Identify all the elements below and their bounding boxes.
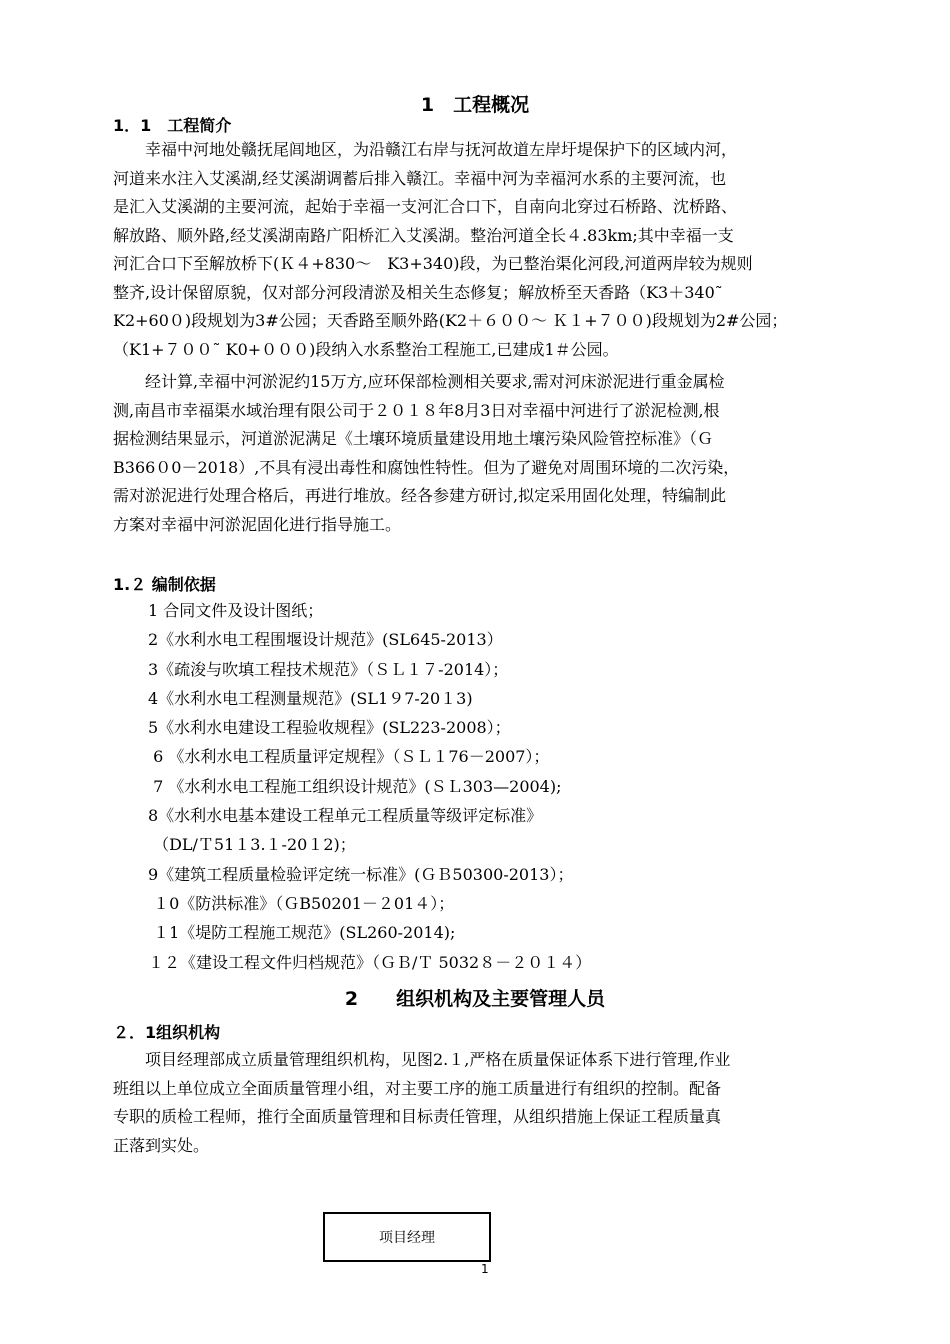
text-line: （K1+７００˜ K0+０００)段纳入水系整治工程施工,已建成1＃公园。: [113, 339, 619, 359]
text-line: 需对淤泥进行处理合格后，再进行堆放。经各参建方研讨,拟定采用固化处理，特编制此: [113, 486, 727, 505]
text-line: 河道来水注入艾溪湖,经艾溪湖调蓄后排入赣江。幸福中河为幸福河水系的主要河流，也: [113, 168, 727, 188]
text-line: 测,南昌市幸福渠水域治理有限公司于２０１８年8月3日对幸福中河进行了淤泥检测,根: [113, 400, 720, 420]
reference-item: 6 《水利水电工程质量评定规程》（ＳＬ１76－2007）；: [148, 747, 550, 767]
reference-item: １1《堤防工程施工规范》(SL260-2014);: [148, 923, 456, 943]
section-1-title: 1 工程概况: [420, 94, 530, 116]
section-1-1-paragraph-2: [113, 368, 873, 539]
text-line: 经计算,幸福中河淤泥约15万方,应环保部检测相关要求,需对河床淤泥进行重金属检: [113, 372, 725, 391]
reference-item: １２《建设工程文件归档规范》（ＧＢ/Ｔ 5032８－２０１４）: [148, 952, 592, 972]
section-2-title: 2 组织机构及主要管理人员: [344, 988, 606, 1010]
reference-item: 2《水利水电工程围堰设计规范》(SL645-2013）: [148, 630, 503, 650]
text-line: B366０0－2018）,不具有浸出毒性和腐蚀性特性。但为了避免对周围环境的二次污染，: [113, 457, 740, 477]
reference-item: （DL/Ｔ51１3.１-20１2)；: [148, 835, 356, 855]
text-line: 方案对幸福中河淤泥固化进行指导施工。: [113, 514, 402, 534]
section-2-1-title: ２．1组织机构: [113, 1023, 221, 1042]
org-box-label: 项目经理: [379, 1230, 435, 1246]
text-line: 是汇入艾溪湖的主要河流，起始于幸福一支河汇合口下，自南向北穿过石桥路、沈桥路、: [113, 197, 738, 216]
reference-item: 1 合同文件及设计图纸；: [148, 601, 324, 620]
section-1-1-paragraph-1: [113, 136, 873, 364]
text-line: 专职的质检工程师，推行全面质量管理和目标责任管理，从组织措施上保证工程质量真: [113, 1107, 722, 1126]
text-line: 班组以上单位成立全面质量管理小组，对主要工序的施工质量进行有组织的控制。配备: [113, 1078, 722, 1098]
text-line: 幸福中河地处赣抚尾闾地区，为沿赣江右岸与抚河故道左岸圩堤保护下的区域内河，: [113, 140, 738, 159]
section-1-1-title: 1．1 工程简介: [113, 116, 232, 135]
reference-item: 8《水利水电基本建设工程单元工程质量等级评定标准》: [148, 806, 543, 826]
section-1-2-title: 1.２ 编制依据: [113, 575, 216, 594]
section-2-1-paragraph: [113, 1046, 873, 1160]
page-number: 1: [481, 1262, 489, 1276]
text-line: 河汇合口下至解放桥下(Ｋ４+830～ K3+340)段，为已整治渠化河段,河道两岸较为规则: [113, 254, 753, 273]
text-line: 正落到实处。: [113, 1135, 210, 1155]
text-line: 据检测结果显示，河道淤泥满足《土壤环境质量建设用地土壤污染风险管控标准》（Ｇ: [113, 429, 714, 448]
reference-item: 4《水利水电工程测量规范》(SL1９7-20１3): [148, 688, 473, 708]
reference-item: 9《建筑工程质量检验评定统一标准》(ＧＢ50300-2013）；: [148, 864, 574, 884]
text-line: K2+60０)段规划为3#公园；天香路至顺外路(K2＋６００～ Ｋ１+７００)段规划为2#公园；: [113, 311, 788, 330]
org-chart-project-manager-box: [323, 1212, 491, 1262]
text-line: 解放路、顺外路,经艾溪湖南路广阳桥汇入艾溪湖。整治河道全长４.83km;其中幸福一支: [113, 225, 734, 245]
text-line: 项目经理部成立质量管理组织机构，见图2.１,严格在质量保证体系下进行管理,作业: [113, 1050, 731, 1069]
reference-item: 5《水利水电建设工程验收规程》(SL223-2008）；: [148, 718, 511, 738]
reference-list: [148, 596, 868, 977]
reference-item: 7 《水利水电工程施工组织设计规范》(ＳＬ303—2004);: [148, 776, 562, 796]
reference-item: １0《防洪标准》（ＧB50201－２01４）；: [148, 893, 455, 913]
text-line: 整齐,设计保留原貌，仅对部分河段清淤及相关生态修复；解放桥至天香路（K3＋340˜: [113, 282, 723, 302]
reference-item: 3《疏浚与吹填工程技术规范》（ＳＬ１７-2014）；: [148, 659, 509, 679]
